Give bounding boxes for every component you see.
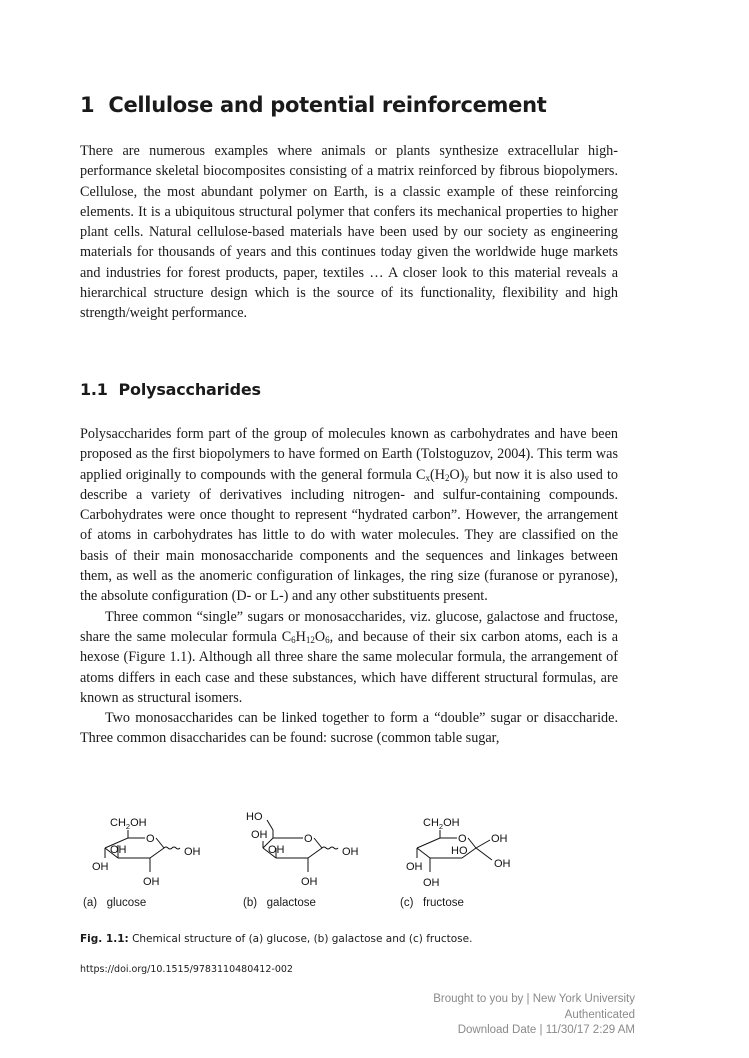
subfigure-label-a bbox=[83, 897, 146, 909]
glucose-oh-c4: OH bbox=[110, 844, 127, 856]
formula-h: (H bbox=[429, 466, 445, 483]
chapter-number: 1 bbox=[80, 93, 95, 117]
paragraph-3: Two monosaccharides can be linked together to form a “double” sugar or disaccharide. Three common disaccharides can be found: sucrose (common table sugar, bbox=[80, 710, 618, 747]
paragraph-1 bbox=[80, 424, 618, 607]
figure-1-1 bbox=[80, 808, 560, 918]
galactose-oh-c4: OH bbox=[251, 829, 268, 841]
glucose-oh-c2: OH bbox=[143, 876, 160, 888]
chapter-heading bbox=[80, 93, 546, 117]
formula-o: O) bbox=[449, 466, 465, 483]
intro-paragraph bbox=[80, 141, 618, 324]
section-title: Polysaccharides bbox=[118, 380, 261, 399]
hexose-c: C bbox=[281, 628, 292, 645]
subfigure-tag-a: (a) bbox=[83, 897, 98, 909]
paragraph-1-start: Polysaccharides form part of the group of molecules known as carbohydrates and have been proposed as the first biopolymers to have formed on Earth (Tolstoguzov, 2004). This term was applied originally to compounds with the general formula bbox=[80, 426, 618, 483]
subfigure-tag-b: (b) bbox=[243, 897, 258, 909]
chemical-structures bbox=[80, 808, 560, 898]
galactose-oh-c2: OH bbox=[301, 876, 318, 888]
fructose-ch2-oh: OH bbox=[494, 858, 511, 870]
glucose-oh-c1: OH bbox=[184, 846, 201, 858]
hexose-h: H bbox=[295, 628, 306, 645]
formula-c: C bbox=[416, 466, 426, 483]
fructose-ring-oxygen: O bbox=[458, 833, 467, 845]
formula-y: y bbox=[464, 472, 469, 483]
footer-line-3: Download Date | 11/30/17 2:29 AM bbox=[457, 1024, 635, 1036]
subfigure-name-b: galactose bbox=[266, 897, 316, 909]
section-body bbox=[80, 424, 618, 749]
galactose-oh-c1: OH bbox=[342, 846, 359, 858]
glucose-ch2oh: $CH_2OH$ bbox=[110, 817, 147, 831]
figure-caption bbox=[80, 933, 472, 945]
hexose-o-sub: 6 bbox=[325, 634, 330, 645]
fructose-ho: HO bbox=[451, 845, 468, 857]
intro-paragraph-text: There are numerous examples where animals or plants synthesize extracellular high-performance skeletal biocomposites consisting of a matrix reinforced by fibrous biopolymers. Cellulose, the most abundant polymer on Earth, is a classic example of these reinforcing elements. It is a ubiquitous structural polymer that confers its mechanical properties to higher plant cells. Natural cellulose-based materials have been used by our society as engineering materials for thousands of years and this continues today given the worldwide huge markets and industries for forest products, paper, textiles … A closer look to this material reveals a hierarchical structure design which is the source of its functionality, flexibility and high strength/weight performance. bbox=[80, 143, 618, 322]
glucose-ring-oxygen: O bbox=[146, 833, 155, 845]
paragraph-2 bbox=[80, 607, 618, 708]
subfigure-tag-c: (c) bbox=[400, 897, 414, 909]
formula-2: 2 bbox=[444, 472, 450, 483]
formula-x: x bbox=[425, 472, 430, 483]
section-number: 1.1 bbox=[80, 380, 108, 399]
subfigure-label-c bbox=[400, 897, 464, 909]
paragraph-2-start: Three common “single” sugars or monosaccharides, viz. glucose, galactose and fructose, share the same molecular formula bbox=[80, 608, 618, 645]
paragraph-1-end: but now it is also used to describe a variety of derivatives including nitrogen- and sulfur-containing compounds. Carbohydrates were once thought to represent “hydrated carbon”. However, the arrangement of atoms in carbohydrates has little to do with water molecules. They are classified on the basis of their main monosaccharide components and the sequences and linkages between them, as well as the anomeric configuration of linkages, the ring size (furanose or pyranose), the absolute configuration (D- or L-) and any other substituents present. bbox=[80, 466, 618, 605]
hexose-h-sub: 12 bbox=[305, 634, 315, 645]
galactose-ring-oxygen: O bbox=[304, 833, 313, 845]
hexose-formula bbox=[282, 629, 330, 645]
subfigure-label-b bbox=[243, 897, 316, 909]
chapter-title: Cellulose and potential reinforcement bbox=[108, 93, 547, 117]
fructose-ch2oh: $CH_2OH$ bbox=[423, 817, 460, 831]
footer-line-1: Brought to you by | New York University bbox=[433, 993, 635, 1005]
fructose-oh-c4: OH bbox=[406, 861, 423, 873]
hexose-o: O bbox=[314, 628, 326, 645]
galactose-oh-c3: OH bbox=[268, 844, 285, 856]
subfigure-name-c: fructose bbox=[423, 897, 464, 909]
section-heading bbox=[80, 380, 261, 399]
footer-line-2: Authenticated bbox=[564, 1008, 635, 1021]
glucose-oh-c4-down: OH bbox=[92, 861, 109, 873]
subfigure-name-a: glucose bbox=[106, 897, 147, 909]
general-formula bbox=[416, 467, 469, 483]
hexose-c-sub: 6 bbox=[291, 634, 296, 645]
fructose-oh-c3: OH bbox=[423, 877, 440, 889]
paragraph-2-end: , and because of their six carbon atoms, each is a hexose (Figure 1.1). Although all three share the same molecular formula, the arrangement of atoms differs in each case and these substances, which have different structural formulas, are known as structural isomers. bbox=[80, 628, 618, 706]
galactose-ho: HO bbox=[246, 811, 263, 823]
doi-link[interactable]: https://doi.org/10.1515/9783110480412-002 bbox=[80, 964, 293, 975]
caption-text: Chemical structure of (a) glucose, (b) galactose and (c) fructose. bbox=[128, 933, 473, 945]
fructose-oh-anomeric: OH bbox=[491, 833, 508, 845]
caption-label: Fig. 1.1: bbox=[80, 933, 129, 945]
download-footer bbox=[433, 992, 635, 1039]
